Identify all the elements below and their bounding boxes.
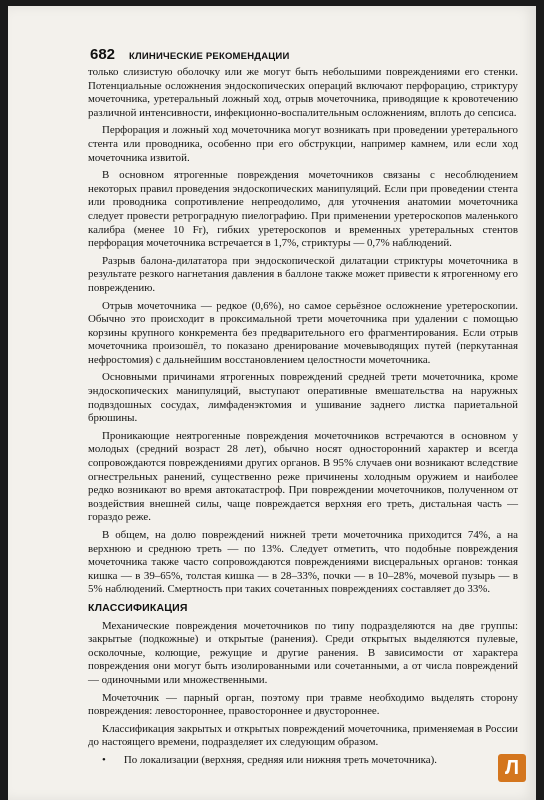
paragraph: Отрыв мочеточника — редкое (0,6%), но самое серьёзное осложнение уретероскопии. Обычно это происходит в проксимальной трети мочеточника при удалении с помощью корзины крупного конкремента без предварительного его фрагментирования. Если отрыв мочеточника произошёл, то показано дренирование мочевыводящих путей (перкутанная нефростомия) с дальнейшим восстановлением целостности мочеточника. xyxy=(88,299,518,366)
paragraph: Классификация закрытых и открытых повреждений мочеточника, применяемая в России до настоящего времени, подразделяет их следующим образом. xyxy=(88,722,518,749)
paragraph: Мочеточник — парный орган, поэтому при травме необходимо выделять сторону повреждения: левостороннее, правостороннее и двустороннее. xyxy=(88,691,518,718)
page-header xyxy=(90,46,289,63)
paragraph: В основном ятрогенные повреждения мочеточников связаны с несоблюдением некоторых правил проведения эндоскопических манипуляций. Если при проведении стента или проводника сопротивление непреодолимо, для уточнения анатомии мочеточника следует провести ретроградную пиелографию. При применении уретероскопов маленького калибра (менее 10 Fr), гибких уретероскопов и временных уретеральных стентов перфорация мочеточника встречается в 1,7%, стриктуры — 0,7% наблюдений. xyxy=(88,169,518,250)
bullet-item xyxy=(88,754,518,768)
bullet-text: По локализации (верхняя, средняя или нижняя треть мочеточника). xyxy=(123,753,437,766)
paragraph: Разрыв балона-дилататора при эндоскопической дилатации стриктуры мочеточника в результате резкого нагнетания давления в баллоне также может привести к ятрогенному его повреждению. xyxy=(88,254,518,294)
paragraph: только слизистую оболочку или же могут быть небольшими повреждениями его стенки. Потенциальные осложнения эндоскопических операций включают перфорацию, стриктуру мочеточника, уретеральный ложный ход, отрыв мочеточника, приводящие к кровотечению различной интенсивности, инфекционно-воспалительным осложнениям, вплоть до сепсиса. xyxy=(88,66,518,119)
publisher-logo-icon: Л xyxy=(498,754,526,782)
page-number: 682 xyxy=(90,46,116,63)
section-heading: КЛАССИФИКАЦИЯ xyxy=(88,601,188,614)
page-body xyxy=(88,66,518,772)
paragraph: Проникающие неятрогенные повреждения мочеточников встречаются в основном у молодых (средний возраст 28 лет), обычно носят односторонний характер и всегда сопровождаются повреждениями других органов. В 95% случаев они возникают вследствие огнестрельных ранений, существенно реже причинены холодным оружием и наиболее редко возникают во время автокатастроф. При повреждении мочеточников, полученном от воздействия внешней силы, чаще повреждается верхняя его треть, дистальная часть — гораздо реже. xyxy=(88,429,518,524)
paragraph: Основными причинами ятрогенных повреждений средней трети мочеточника, кроме эндоскопических манипуляций, выступают оперативные вмешательства на наружных подвздошных сосудах, лимфаденэктомия и ушивание заднего листка париетальной брюшины. xyxy=(88,371,518,425)
paragraph: В общем, на долю повреждений нижней трети мочеточника приходится 74%, а на верхнюю и среднюю треть — по 13%. Следует отметить, что подобные повреждения мочеточника также часто сопровождаются повреждениями висцеральных органов: тонкая кишка — в 39–65%, толстая кишка — в 28–33%, почки — в 10–28%, мочевой пузырь — в 5% наблюдений. Смертность при таких сочетанных повреждениях составляет до 33%. xyxy=(88,529,518,596)
bullet-icon: • xyxy=(102,753,106,766)
paragraph: Перфорация и ложный ход мочеточника могут возникать при проведении уретерального стента или проводника, особенно при его обструкции, например камнем, или если ход мочеточника извитой. xyxy=(88,124,518,164)
running-title: КЛИНИЧЕСКИЕ РЕКОМЕНДАЦИИ xyxy=(129,51,290,62)
paragraph: Механические повреждения мочеточников по типу подразделяются на две группы: закрытые (подкожные) и открытые (ранения). Среди открытых выделяются пулевые, осколочные, колющие, режущие и другие ранения. В зависимости от характера повреждения они могут быть изолированными или сочетанными, а от числа повреждений — одиночными или множественными. xyxy=(88,619,518,686)
book-page xyxy=(8,6,536,800)
